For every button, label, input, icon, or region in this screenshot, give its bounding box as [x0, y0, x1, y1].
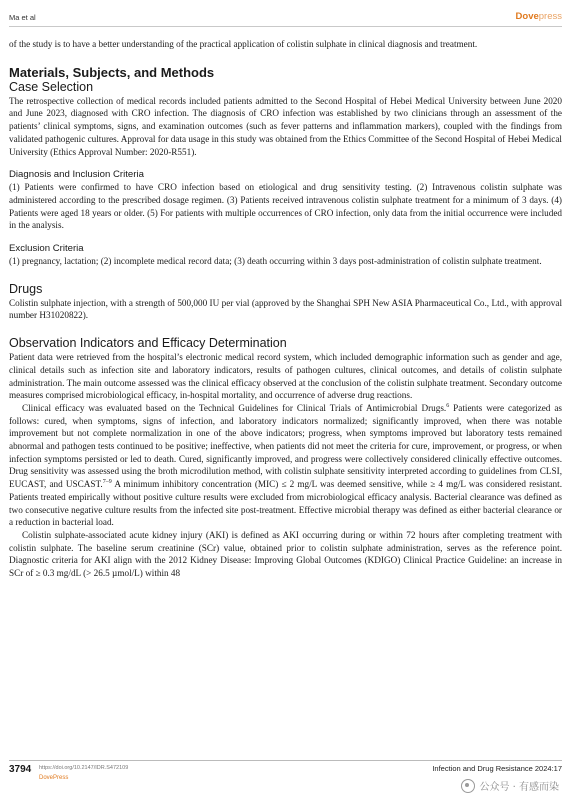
observation-paragraph-1: Patient data were retrieved from the hospital’s electronic medical record system, which included demographic information such as gender and age, clinical details such as infection site and laboratory indicators, results of pathogen cultures, clinical outcomes, and details of colistin sulphate administration. The main outcome assessed was the clinical efficacy observed at the conclusion of the colistin sulphate treatment. Secondary outcome measures comprised microbiological efficacy, in-hospital mortality, and occurrence of adverse drug reactions.: [9, 352, 562, 401]
publisher-logo-light: press: [538, 11, 562, 22]
page-header: [9, 10, 562, 27]
section-heading-methods: Materials, Subjects, and Methods: [9, 64, 215, 80]
page-number: 3794: [9, 764, 32, 775]
publisher-logo[interactable]: [516, 11, 562, 22]
inclusion-criteria-paragraph: (1) Patients were confirmed to have CRO infection based on etiological and drug sensitivity testing. (2) Intravenous colistin sulphate was administered according to the prescribed dosage regimen. (3) Patients received intravenous colistin sulphate treatment for a minimum of 3 days. (4) Patients were aged 18 years or older. (5) For patients with multiple occurrences of CRO infection, only data from the initial occurrence were included in the analysis.: [9, 182, 562, 231]
running-author: Ma et al: [9, 13, 36, 22]
observation-p2-text-b: Patients were categorized as follows: cured, when symptoms, signs of infection, and laboratory indicators normalized; significantly improved, when there was notable improvement but not complete normalization in one of the above indicators; progress, when symptoms improved but laboratory tests remained abnormal and pathogen tests continued to be positive; ineffective, when patients did not meet the criteria for cure, improvement, or progress, or when infection symptoms persisted or led to death. Cured, significantly improved, and progress were collectively considered clinically effective outcomes. Drug sensitivity was assessed using the broth microdilution method, with colistin sulphate sensitivity interpreted according to guidelines from CLSI, EUCAST, and USCAST.: [9, 402, 562, 490]
article-body: [9, 38, 562, 580]
wechat-watermark: [461, 778, 559, 793]
doi-link[interactable]: https://doi.org/10.2147/IDR.S472109: [39, 765, 129, 771]
intro-paragraph: of the study is to have a better understanding of the practical application of colistin sulphate in clinical diagnosis and treatment.: [9, 39, 478, 49]
watermark-text: 公众号 · 有感而染: [479, 782, 559, 793]
citation-ref-7-9[interactable]: 7–9: [102, 479, 112, 486]
exclusion-criteria-paragraph: (1) pregnancy, lactation; (2) incomplete medical record data; (3) death occurring within 3 days post-administration of colistin sulphate treatment.: [9, 256, 542, 267]
subheading-exclusion-criteria: Exclusion Criteria: [9, 243, 84, 255]
observation-p2-text-c: A minimum inhibitory concentration (MIC) ≤ 2 mg/L was deemed sensitive, while ≥ 4 mg/L was considered resistant. Patients treated empirically without positive culture results were excluded from microbiological efficacy analysis. Bacterial clearance was defined as two consecutive negative culture results from the infected site post-treatment. Effective microbial therapy was defined as either bacterial clearance or a reduction in bacterial load.: [9, 479, 562, 528]
subsection-heading-observation: Observation Indicators and Efficacy Determination: [9, 336, 287, 351]
publisher-logo-bold: Dove: [515, 11, 539, 22]
citation-ref-6[interactable]: 6: [446, 402, 450, 409]
journal-citation: Infection and Drug Resistance 2024:17: [432, 764, 562, 773]
drugs-paragraph: Colistin sulphate injection, with a strength of 500,000 IU per vial (approved by the Shanghai SPH New ASIA Pharmaceutical Co., Ltd., with approval number H31020822).: [9, 297, 562, 321]
case-selection-paragraph: The retrospective collection of medical records included patients admitted to the Second Hospital of Hebei Medical University between June 2020 and June 2023, diagnosed with CRO infection. The diagnosis of CRO infection was established by two clinicians through an assessment of the patients’ clinical symptoms, signs, and examination outcomes (such as fever patterns and inflammation markers), coupled with the findings from validated pathogenic cultures. Approval for data usage in this study was obtained from the Ethics Committee of the Second Hospital of Hebei Medical University (Ethics Approval Number: 2020-R551).: [9, 95, 562, 157]
subsection-heading-case-selection: Case Selection: [9, 79, 94, 94]
subsection-heading-drugs: Drugs: [9, 281, 43, 296]
observation-paragraph-2: [9, 402, 562, 529]
observation-paragraph-3: Colistin sulphate-associated acute kidney injury (AKI) is defined as AKI occurring during or within 72 hours after completing treatment with colistin sulphate. The baseline serum creatinine (SCr) value, obtained prior to colistin sulphate administration, serves as the reference point. Diagnostic criteria for AKI align with the 2012 Kidney Disease: Improving Global Outcomes (KDIGO) Clinical Practice Guideline: an increase in SCr of ≥ 0.3 mg/dL (> 26.5 µmol/L) within 48: [9, 529, 562, 579]
subheading-inclusion-criteria: Diagnosis and Inclusion Criteria: [9, 169, 144, 181]
observation-p2-text-a: Clinical efficacy was evaluated based on the Technical Guidelines for Clinical Trials of Antimicrobial Drugs.: [22, 402, 447, 413]
wechat-icon: [461, 779, 475, 793]
footer-publisher-logo[interactable]: DovePress: [39, 775, 69, 781]
